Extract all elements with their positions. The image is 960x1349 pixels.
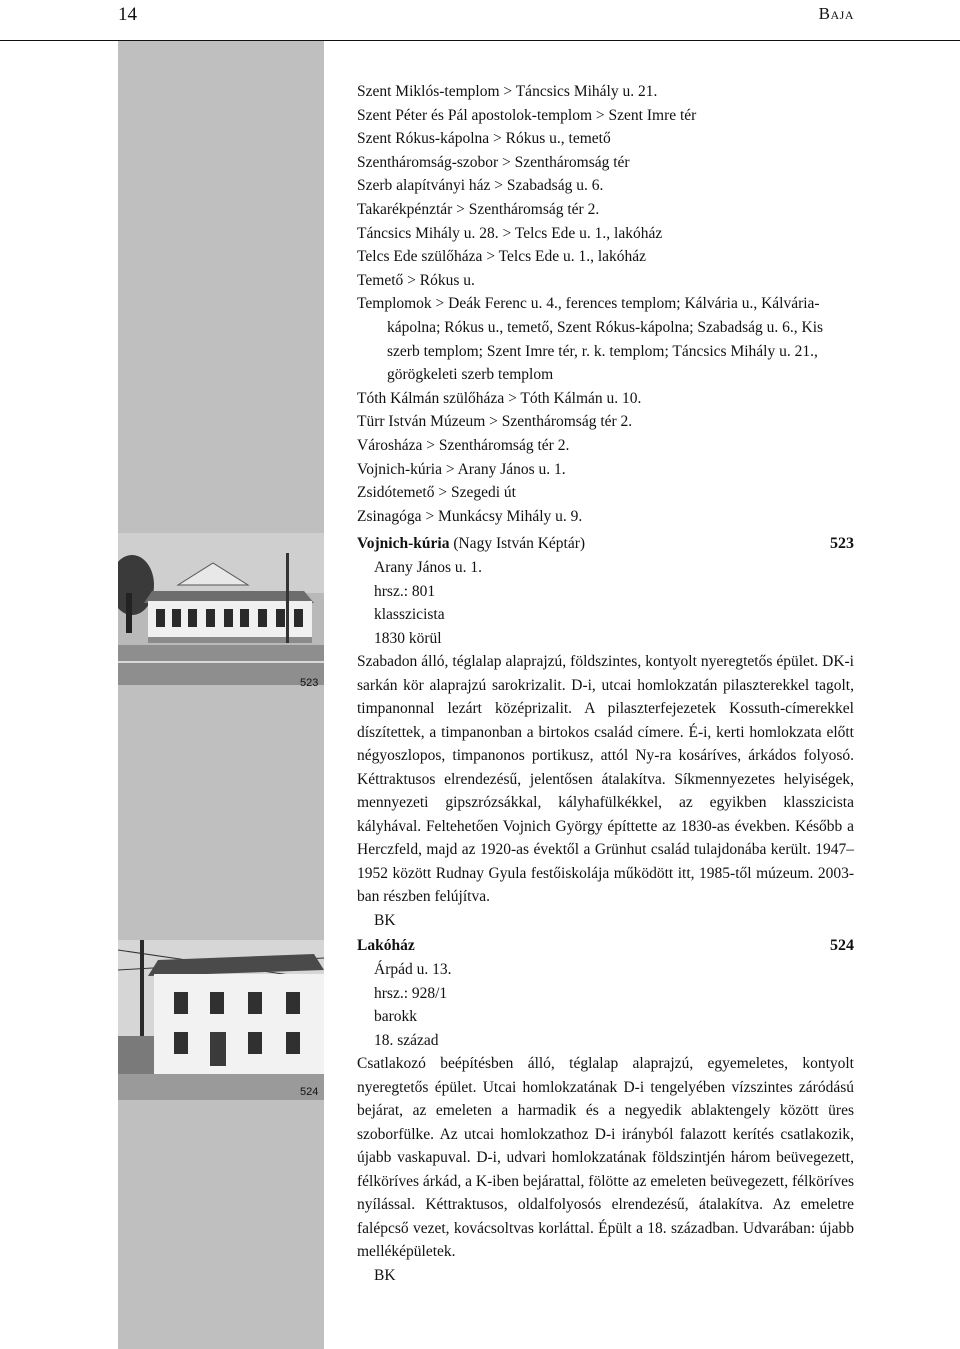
entry-number: 523	[830, 535, 854, 552]
entry-date: 1830 körül	[374, 629, 442, 647]
index-item: Táncsics Mihály u. 28. > Telcs Ede u. 1., lakóház	[357, 224, 663, 242]
entry-title: Vojnich-kúria	[357, 535, 450, 552]
index-item: Zsidótemető > Szegedi út	[357, 484, 516, 502]
index-item: Városháza > Szentháromság tér 2.	[357, 436, 570, 454]
photo-number-523: 523	[300, 677, 319, 689]
index-item: Telcs Ede szülőháza > Telcs Ede u. 1., lakóház	[357, 248, 647, 266]
running-head: Baja	[818, 4, 854, 23]
index-item: Szent Péter és Pál apostolok-templom > Szent Imre tér	[357, 106, 697, 124]
entry-hrsz: hrsz.: 801	[374, 582, 436, 600]
entry-description: Csatlakozó beépítésben álló, téglalap alaprajzú, egyemeletes, kontyolt nyeregtetős épület. Utcai homlokzatának D-i tengelyében vízszintes záródású bejárat, az emeleten a harmadik és a negyedik ablaktengely között üres szoborfülke. Az utcai homlokzathoz D-i irányból falazott kerítés csatlakozik, újabb vaskapuval. D-i, udvari homlokzatának földszintjén három beüvegezett, félköríves árkád, a K-iben bejárattal, fölötte az emeleten beüvegezett, félköríves nyílással. Kéttraktusos, oldalfolyosós elrendezésű, átalakítva. Az emeletre falépcső vezet, kovácsoltvas korláttal. Épült a 18. században. Udvarában: újabb melléképületek.	[357, 1055, 854, 1260]
entry-address: Árpád u. 13.	[374, 961, 452, 978]
entry-number: 524	[830, 937, 854, 954]
index-item: Zsinagóga > Munkácsy Mihály u. 9.	[357, 507, 583, 525]
index-list	[357, 80, 857, 528]
index-item: Szerb alapítványi ház > Szabadság u. 6.	[357, 177, 604, 195]
entry-title: Lakóház	[357, 937, 415, 954]
index-item: Takarékpénztár > Szentháromság tér 2.	[357, 200, 600, 218]
photo-vojnich-kuria	[118, 533, 324, 685]
page-number: 14	[118, 4, 137, 25]
entry-signature: BK	[374, 911, 396, 929]
index-item: Szent Rókus-kápolna > Rókus u., temető	[357, 130, 611, 148]
index-item: Templomok > Deák Ferenc u. 4., ferences templom; Kálvária u., Kálvária-kápolna; Rókus u., temető, Szent Rókus-kápolna; Szabadság u. 6., Kis szerb templom; Szent Imre tér, r. k. templom; Táncsics Mihály u. 21., görögkeleti szerb templom	[357, 295, 824, 384]
margin-column	[118, 41, 324, 1349]
index-item: Türr István Múzeum > Szentháromság tér 2.	[357, 413, 633, 431]
photo-lakohaz	[118, 940, 324, 1100]
index-item: Vojnich-kúria > Arany János u. 1.	[357, 460, 566, 478]
entry-signature: BK	[374, 1266, 396, 1284]
photo-number-524: 524	[300, 1086, 319, 1098]
index-item: Tóth Kálmán szülőháza > Tóth Kálmán u. 10.	[357, 389, 642, 407]
entry-subtitle: (Nagy István Képtár)	[449, 535, 586, 552]
entry-header	[357, 532, 854, 556]
entry-style: klasszicista	[374, 606, 445, 623]
entry-523	[357, 532, 854, 932]
entry-style: barokk	[374, 1008, 418, 1025]
index-item: Szent Miklós-templom > Táncsics Mihály u. 21.	[357, 83, 658, 100]
entry-hrsz: hrsz.: 928/1	[374, 984, 448, 1002]
index-item: Temető > Rókus u.	[357, 271, 475, 289]
entry-header	[357, 934, 854, 958]
entry-524	[357, 934, 854, 1287]
entry-date: 18. század	[374, 1031, 439, 1049]
entry-address: Arany János u. 1.	[374, 559, 483, 576]
index-item: Szentháromság-szobor > Szentháromság tér	[357, 153, 630, 171]
entry-description: Szabadon álló, téglalap alaprajzú, földszintes, kontyolt nyeregtetős épület. DK-i sarkán kör alaprajzú sarokrizalit. D-i, utcai homlokzatán pilaszterekkel tagolt, timpanonnal lezárt középrizalit. A pilaszterfejezetek Kossuth-címerekkel díszítettek, a timpanonban a birtokos család címere. É-i, kerti homlokzata előtt négyoszlopos, timpanonos portikusz, attól Ny-ra kosáríves, árkádos folyosó. Kéttraktusos elrendezésű, jelentősen átalakítva. Síkmennyezetes helyiségek, mennyezeti gipszrózsákkal, kályhafülkékkel, az egyikben klasszicista kályhával. Feltehetően Vojnich György építtette az 1830-as években. Később a Herczfeld, majd az 1920-as évektől a Grünhut család tulajdonába került. 1947–1952 között Rudnay Gyula festőiskolája működött itt, 1985-től múzeum. 2003-ban részben felújítva.	[357, 653, 854, 905]
